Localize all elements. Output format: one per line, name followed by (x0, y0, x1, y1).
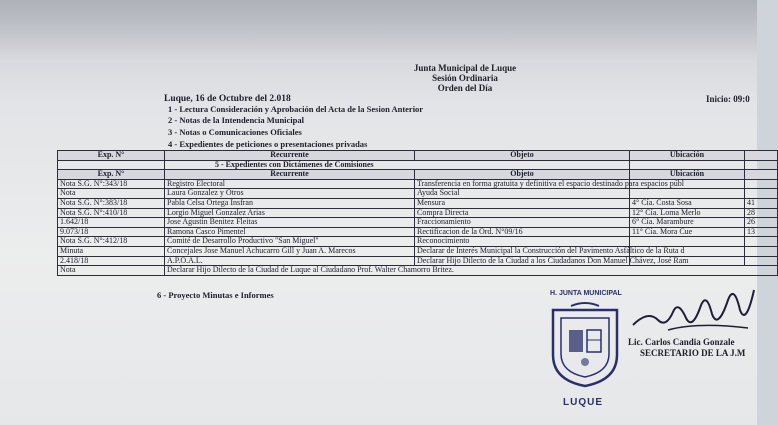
table-row (58, 218, 778, 228)
cell: Ayuda Social (415, 189, 630, 199)
agenda-table (57, 150, 778, 276)
col-extra (745, 151, 778, 161)
cell: Transferencia en forma gratuita y definitiva el espacio destinado para espacios públ (415, 179, 630, 189)
cell: Nota S.G. N°:412/18 (58, 237, 165, 247)
cell: Comité de Desarrollo Productivo "San Miguel" (165, 237, 415, 247)
cell: 28 (745, 208, 778, 218)
cell: Jose Agustin Benitez Fleitas (165, 218, 415, 228)
page-shadow (0, 0, 757, 60)
agenda-item-4: 4 - Expedientes de peticiones o presentaciones privadas (168, 139, 368, 149)
cell (745, 179, 778, 189)
cell: Compra Directa (415, 208, 630, 218)
agenda-item-3: 3 - Notas o Comunicaciones Oficiales (168, 127, 302, 137)
cell: 9.073/18 (58, 227, 165, 237)
signer-name: Lic. Carlos Candia Gonzale (628, 337, 735, 347)
cell: 4° Cía. Costa Sosa (630, 198, 745, 208)
section-5-title: 5 - Expedientes con Dictámenes de Comisiones (165, 160, 630, 170)
cell: 6° Cía. Marambure (630, 218, 745, 228)
cell: Nota S.G. N°:343/18 (58, 179, 165, 189)
col-exp: Exp. N° (58, 151, 165, 161)
col-ubicacion: Ubicación (630, 151, 745, 161)
session-date: Luque, 16 de Octubre del 2.018 (164, 94, 291, 104)
cell: 26 (745, 218, 778, 228)
cell: Ramona Casco Pimentel (165, 227, 415, 237)
cell: Rectificacion de la Ord. N°09/16 (415, 227, 630, 237)
cell: 1.642/18 (58, 218, 165, 228)
cell: Reconocimiento (415, 237, 630, 247)
cell: Declarar Hijo Dilecto de la Ciudad de Luque al Ciudadano Prof. Walter Chamorro Britez. (165, 266, 778, 276)
col-objeto: Objeto (415, 151, 630, 161)
cell: Fraccionamiento (415, 218, 630, 228)
cell: 41 (745, 198, 778, 208)
agenda-title: Orden del Día (437, 83, 493, 93)
cell: Nota (58, 266, 165, 276)
cell: Nota S.G. N°:383/18 (58, 198, 165, 208)
signer-title: SECRETARIO DE LA J.M (640, 348, 746, 358)
cell: Lorgio Miguel Gonzalez Arias (165, 208, 415, 218)
council-title: Junta Municipal de Luque (413, 63, 517, 73)
cell (745, 246, 778, 256)
table-row (58, 237, 778, 247)
table-row (58, 198, 778, 208)
col-recurrente: Recurrente (165, 151, 415, 161)
seal-bottom-text: LUQUE (563, 397, 603, 408)
handwritten-signature-icon (628, 270, 758, 340)
cell: Pabla Celsa Ortega Insfran (165, 198, 415, 208)
cell: Declarar de Interés Municipal la Construcción del Pavimento Asfáltico de la Ruta d (415, 246, 630, 256)
cell: Laura Gonzalez y Otros (165, 189, 415, 199)
municipal-seal-icon (545, 300, 625, 388)
table-header-row (58, 170, 778, 180)
col-objeto: Objeto (415, 170, 630, 180)
agenda-item-2: 2 - Notas de la Intendencia Municipal (168, 115, 305, 125)
agenda-item-6: 6 - Proyecto Minutas e Informes (157, 290, 274, 300)
col-exp: Exp. N° (58, 170, 165, 180)
col-extra (745, 170, 778, 180)
table-row (58, 246, 778, 256)
seal-top-text: H. JUNTA MUNICIPAL (550, 290, 622, 297)
col-ubicacion: Ubicación (630, 170, 745, 180)
agenda-item-1: 1 - Lectura Consideración y Aprobación del Acta de la Sesion Anterior (168, 104, 424, 114)
cell (745, 237, 778, 247)
cell: Minuta (58, 246, 165, 256)
col-recurrente: Recurrente (165, 170, 415, 180)
start-time: Inicio: 09:0 (706, 94, 750, 104)
cell: 2.418/18 (58, 256, 165, 266)
cell: 12° Cía. Loma Merlo (630, 208, 745, 218)
cell (745, 256, 778, 266)
cell: Mensura (415, 198, 630, 208)
cell: 11° Cía. Mora Cue (630, 227, 745, 237)
cell: A.P.O.A.L. (165, 256, 415, 266)
cell: Concejales Jose Manuel Achucarro Gill y Juan A. Marecos (165, 246, 415, 256)
session-title: Sesión Ordinaria (432, 73, 498, 83)
cell: Nota S.G. N°:410/18 (58, 208, 165, 218)
cell (630, 237, 745, 247)
cell: Registro Electoral (165, 179, 415, 189)
cell: 13 (745, 227, 778, 237)
table-header-row (58, 151, 778, 161)
cell: Declarar Hijo Dilecto de la Ciudad a los Ciudadanos Don Manuel Chávez, José Ram (415, 256, 630, 266)
cell: Nota (58, 189, 165, 199)
